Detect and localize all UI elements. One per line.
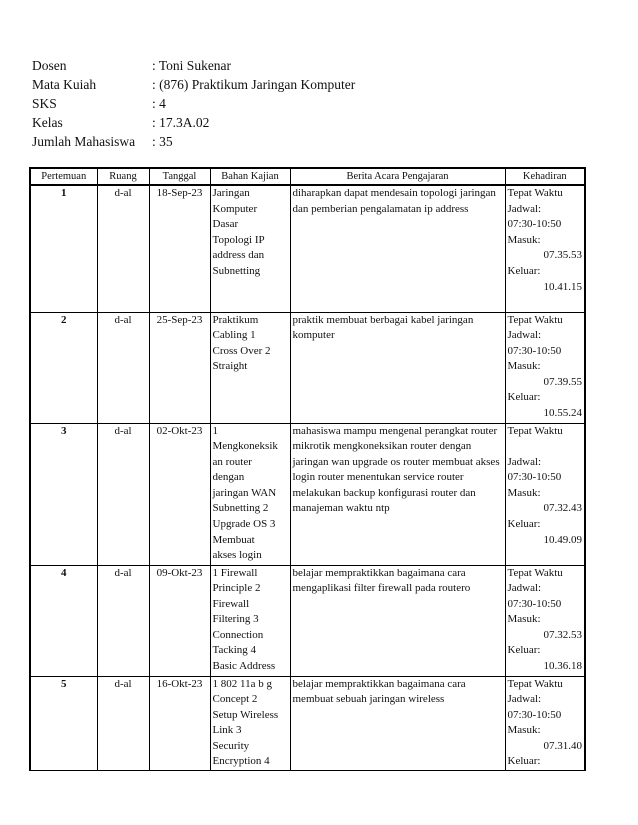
info-row-kelas [32,113,355,132]
info-value: : 35 [152,134,173,149]
cell-ruang: d-al [97,312,149,423]
kehadiran-masuk: 07.31.40 [543,739,582,752]
kehadiran-keluar: 10.41.15 [543,280,582,293]
cell-bahan-kajian: 1 802 11a b g Concept 2 Setup Wireless Link 3 Security Encryption 4 [210,676,290,771]
cell-berita-acara: belajar mempraktikkan bagaimana cara mengaplikasi filter firewall pada routero [290,565,505,676]
kehadiran-masuk-label: Masuk: [507,360,541,373]
header-bahan-kajian: Bahan Kajian [210,168,290,185]
info-row-mata-kuliah [32,75,355,94]
cell-tanggal: 25-Sep-23 [149,312,210,423]
kehadiran-masuk-label: Masuk: [507,613,541,626]
kehadiran-keluar: 10.55.24 [543,407,582,420]
cell-ruang: d-al [97,676,149,771]
info-label: Dosen [32,58,67,73]
cell-kehadiran [505,423,585,565]
header-pertemuan: Pertemuan [30,168,97,185]
table-row [30,312,585,423]
header-berita-acara: Berita Acara Pengajaran [290,168,505,185]
kehadiran-masuk: 07.39.55 [543,375,582,388]
cell-pertemuan: 5 [30,676,97,771]
table-row [30,423,585,565]
info-label: Kelas [32,115,63,130]
cell-berita-acara: mahasiswa mampu mengenal perangkat router mikrotik mengkoneksikan router dengan jaringan wan upgrade os router membuat akses login router menentukan service router melakukan backup konfigurasi router dan manajeman waktu ntp [290,423,505,565]
info-row-dosen [32,56,355,75]
kehadiran-masuk: 07.32.53 [543,628,582,641]
header-tanggal: Tanggal [149,168,210,185]
cell-tanggal: 16-Okt-23 [149,676,210,771]
kehadiran-keluar-label: Keluar: [507,518,541,531]
cell-berita-acara: belajar mempraktikkan bagaimana cara membuat sebuah jaringan wireless [290,676,505,771]
kehadiran-jadwal: 07:30-10:50 [507,218,562,231]
header-kehadiran: Kehadiran [505,168,585,185]
info-label: SKS [32,96,57,111]
kehadiran-spacer [508,439,583,455]
info-value: : (876) Praktikum Jaringan Komputer [152,77,356,92]
info-label: Jumlah Mahasiswa [32,134,136,149]
kehadiran-keluar-label: Keluar: [507,391,541,404]
kehadiran-keluar: 10.49.09 [543,533,582,546]
cell-bahan-kajian: 1 Mengkoneksik an router dengan jaringan WAN Subnetting 2 Upgrade OS 3 Membuat akses login [210,423,290,565]
kehadiran-jadwal-label: Jadwal: [507,329,542,342]
kehadiran-keluar: 10.36.18 [543,660,582,673]
cell-bahan-kajian: Praktikum Cabling 1 Cross Over 2 Straight [210,312,290,423]
cell-kehadiran [505,676,585,771]
cell-tanggal: 02-Okt-23 [149,423,210,565]
info-label: Mata Kuiah [32,77,97,92]
info-value: : Toni Sukenar [152,58,232,73]
kehadiran-keluar-label: Keluar: [507,264,541,277]
table-row [30,565,585,676]
kehadiran-masuk-label: Masuk: [507,233,541,246]
table-row [30,676,585,771]
cell-kehadiran [505,312,585,423]
cell-tanggal: 09-Okt-23 [149,565,210,676]
cell-pertemuan: 1 [30,185,97,312]
kehadiran-masuk-label: Masuk: [507,724,541,737]
table-row [30,185,585,312]
course-info [32,56,355,151]
info-row-jumlah-mahasiswa [32,132,355,151]
kehadiran-jadwal-label: Jadwal: [507,455,542,468]
info-row-sks [32,94,355,113]
info-value: : 4 [152,96,166,111]
cell-berita-acara: diharapkan dapat mendesain topologi jaringan dan pemberian pengalamatan ip address [290,185,505,312]
meeting-table [29,167,586,771]
cell-kehadiran [505,185,585,312]
kehadiran-masuk: 07.35.53 [543,249,582,262]
kehadiran-jadwal: 07:30-10:50 [507,471,562,484]
kehadiran-jadwal: 07:30-10:50 [507,708,562,721]
cell-kehadiran [505,565,585,676]
cell-pertemuan: 3 [30,423,97,565]
kehadiran-status: Tepat Waktu [507,566,563,579]
cell-ruang: d-al [97,565,149,676]
kehadiran-masuk-label: Masuk: [507,486,541,499]
kehadiran-masuk: 07.32.43 [543,502,582,515]
kehadiran-jadwal: 07:30-10:50 [507,597,562,610]
header-ruang: Ruang [97,168,149,185]
kehadiran-status: Tepat Waktu [507,677,563,690]
kehadiran-keluar-label: Keluar: [507,644,541,657]
cell-tanggal: 18-Sep-23 [149,185,210,312]
kehadiran-status: Tepat Waktu [507,187,563,199]
cell-berita-acara: praktik membuat berbagai kabel jaringan komputer [290,312,505,423]
cell-pertemuan: 2 [30,312,97,423]
cell-bahan-kajian: Jaringan Komputer Dasar Topologi IP address dan Subnetting [210,185,290,312]
kehadiran-jadwal-label: Jadwal: [507,202,542,215]
kehadiran-jadwal: 07:30-10:50 [507,344,562,357]
table-header-row [30,168,585,185]
kehadiran-keluar-label: Keluar: [507,755,541,768]
info-value: : 17.3A.02 [152,115,210,130]
cell-pertemuan: 4 [30,565,97,676]
kehadiran-jadwal-label: Jadwal: [507,582,542,595]
cell-ruang: d-al [97,423,149,565]
cell-bahan-kajian: 1 Firewall Principle 2 Firewall Filtering 3 Connection Tacking 4 Basic Address [210,565,290,676]
kehadiran-status: Tepat Waktu [507,424,563,437]
cell-ruang: d-al [97,185,149,312]
kehadiran-status: Tepat Waktu [507,313,563,326]
kehadiran-jadwal-label: Jadwal: [507,693,542,706]
